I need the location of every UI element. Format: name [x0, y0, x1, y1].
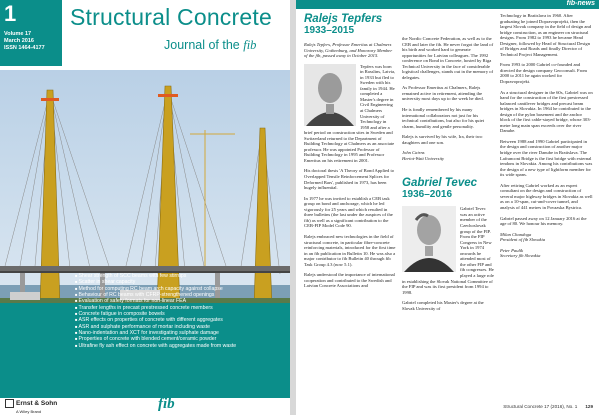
article-dates-tepfers: 1933–2015	[304, 25, 355, 36]
topic-item: ■ ASR and sulphate performance of mortar including waste	[75, 324, 287, 330]
topic-item: ■ Scatter in shear capacity	[75, 279, 287, 285]
journal-title: Structural Concrete	[70, 4, 272, 30]
fib-logo: fib	[158, 396, 175, 412]
signature: Peter Paulík Secretary fib Slovakia	[500, 247, 541, 259]
article-dates-tevec: 1936–2016	[402, 189, 453, 201]
journal-cover	[0, 0, 290, 415]
volume-label: Volume 17	[4, 31, 32, 37]
issue-badge	[0, 0, 62, 66]
page-header-bar	[296, 0, 599, 9]
paragraph: Ralejs understood the importance of international cooperation and contributed to the Swedish and Latvian Concrete Associations and	[304, 272, 395, 289]
paragraph: In 1977 he was invited to establish a CEB task group on bond and anchorage, which he led vigorously for 25 years and which resulted in three bulletins (the last under the auspices of the fib) as well as a significant contribution to the CEB-FIP Model Code 90.	[304, 195, 393, 229]
paragraph: Gabriel completed his Master's degree at the Slovak University of	[402, 300, 484, 311]
topic-item: ■ Shear strength of SCC beams with few stirrups	[75, 273, 287, 279]
topic-item: ■ Nano-indentation and XCT for investigating sulphate damage	[75, 330, 287, 336]
paragraph: Gabriel Tevec was an active member of the Czechoslovak group of the FIP. From the FIP Congress in New York in 1974 onwards he attended most of the other FIP and fib congresses. He played a large role in establishing the Slovak National Committee of the FIP and was its first president from 1994 to 1998.	[402, 206, 494, 295]
paragraph: Technology in Bratislava in 1960. After graduating he joined Dopravoprojekt, then the largest Slovak company in the field of design and bridge construction, as an engineer on structural designs. From 1982 to 1993 he became Head Designer, followed by Head of Structural Design of Bridges and Roads and finally Director of Technical Project Management.	[500, 13, 592, 57]
footer-journal-ref: Structural Concrete 17 (2016), No. 1	[503, 404, 578, 409]
paragraph: As Professor Emeritus at Chalmers, Ralejs remained active in retirement, attending the university most days up to the week he died.	[402, 85, 484, 102]
paragraph: He is fondly remembered by his many international collaborators not just for his technical contributions, but also for his quiet charm, humility and gentle personality.	[402, 107, 485, 129]
signature: John Cairns Heriot-Watt University	[402, 150, 445, 161]
signature: Milan Chandoga President of fib Slovakia	[500, 231, 546, 243]
paragraph: Ralejs Tepfers, Professor Emeritus at Chalmers University, Gothenburg, and Honorary Member of the fib, passed away in October 2015.	[304, 42, 393, 59]
paragraph: Ralejs embraced new technologies in the field of structural concrete, in particular fibre-concrete reinforcing materials, introduced for the first time in an fib publication in Bulletin 10. He was also a major contributor to fib Bulletin 40 through fib Task Group 4.3 (now 5.1).	[304, 233, 396, 267]
paragraph: Between 1988 and 1990 Gabriel participated in the design and construction of another major bridge over the river Danube in Bratislava. The Lafranconi Bridge is the first bridge with external tendons in Slovakia. Among his contributions was the design of a new type of lightform member for its wide spans.	[500, 138, 593, 178]
cover-topic-list	[75, 273, 287, 349]
paragraph: From 1993 to 2000 Gabriel co-founded and directed the design company Geoconsult. From 2000 to 2011 he again worked for Dopravoprojekt.	[500, 62, 588, 85]
article-title-tepfers: Ralejs Tepfers	[304, 13, 383, 25]
paragraph: After retiring Gabriel worked as an expert consultant on the design and construction of several major highway bridges in Slovakia as well as on a 10-span, cut-and-cover tunnel, and analysis of 441 metres in Povazska Bystrica.	[500, 182, 593, 210]
topic-item: ■ Ultrafine fly ash effect on concrete with aggregates made from waste	[75, 343, 287, 349]
column-3	[500, 13, 593, 401]
topic-item: ■ Properties of concrete with blended cement/ceramic powder	[75, 336, 287, 342]
topic-item: ■ Evaluation of safety formats for non-linear FEA	[75, 298, 287, 304]
topic-item: ■ Behaviour of RC beams with CFRP-strengthened openings	[75, 292, 287, 298]
page-number: 129	[585, 404, 593, 409]
paragraph: Gabriel passed away on 12 January 2016 at the age of 80. We honour his memory.	[500, 215, 587, 227]
column-2	[402, 36, 494, 401]
page-footer	[296, 404, 599, 409]
publisher-logo-icon	[5, 399, 14, 408]
issue-number: 1	[4, 1, 17, 26]
paragraph: the Nordic Concrete Federation, as well as to the CEB and later the fib. He never forgot the land of his birth and worked hard to generate opportunities for Latvian colleagues. The 1992 conference on Bond in Concrete, hosted by Riga Technical University in the face of considerable logistical challenges, stands out in the memory of delegates.	[402, 36, 494, 80]
paragraph: Tepfers was born in Rasslins, Latvia, in 1933 but fled to Sweden with his family in 1944. He completed a Master's degree in Civil Engineering at Chalmers University of Technology in 1958 and after a brief period on construction sites in Sweden and Switzerland returned to the Department of Building Technology at Chalmers as an associate professor. He was appointed Professor of Building Technology in 1995 and Professor Emeritus on his retirement in 2001.	[304, 63, 396, 163]
topic-item: ■ Concrete fatigue in composite bowels	[75, 311, 287, 317]
portrait-tepfers	[304, 64, 356, 126]
journal-subtitle: Journal of the fib	[164, 38, 257, 52]
section-label: fib-news	[566, 0, 595, 7]
topic-item: ■ ASR effects on properties of concrete with different aggregates	[75, 317, 287, 323]
portrait-tevec	[402, 206, 456, 272]
topic-item: ■ Method for computing RC beam arch capacity against collapse	[75, 286, 287, 292]
publisher-logo: Ernst & Sohn A Wiley Brand	[5, 399, 57, 415]
issue-date: March 2016	[4, 38, 34, 44]
column-1	[304, 13, 396, 401]
article-title-tevec: Gabriel Tevec	[402, 177, 478, 190]
topic-item: ■ Transfer lengths in precast prestressed concrete members	[75, 305, 287, 311]
fib-news-page	[296, 0, 599, 415]
paragraph: As a structural designer in the 60s, Gabriel was on hand for the construction of the first prestressed balanced cantilever bridges and precast beam bridges in Slovakia. In 1964 he contributed to the design of the pylon basement and the anchor block of the first cable-stayed bridge, whose 303-metre long main span exceeds over the river Danube.	[500, 89, 593, 134]
paragraph: His doctoral thesis 'A Theory of Bond Applied to Overlapped Tensile Reinforcement Splices for Deformed Bars', published in 1973, has been hugely influential.	[304, 168, 395, 191]
paragraph: Ralejs is survived by his wife, Ira, their two daughters and one son.	[402, 134, 483, 145]
issn-label: ISSN 1464-4177	[4, 45, 45, 51]
